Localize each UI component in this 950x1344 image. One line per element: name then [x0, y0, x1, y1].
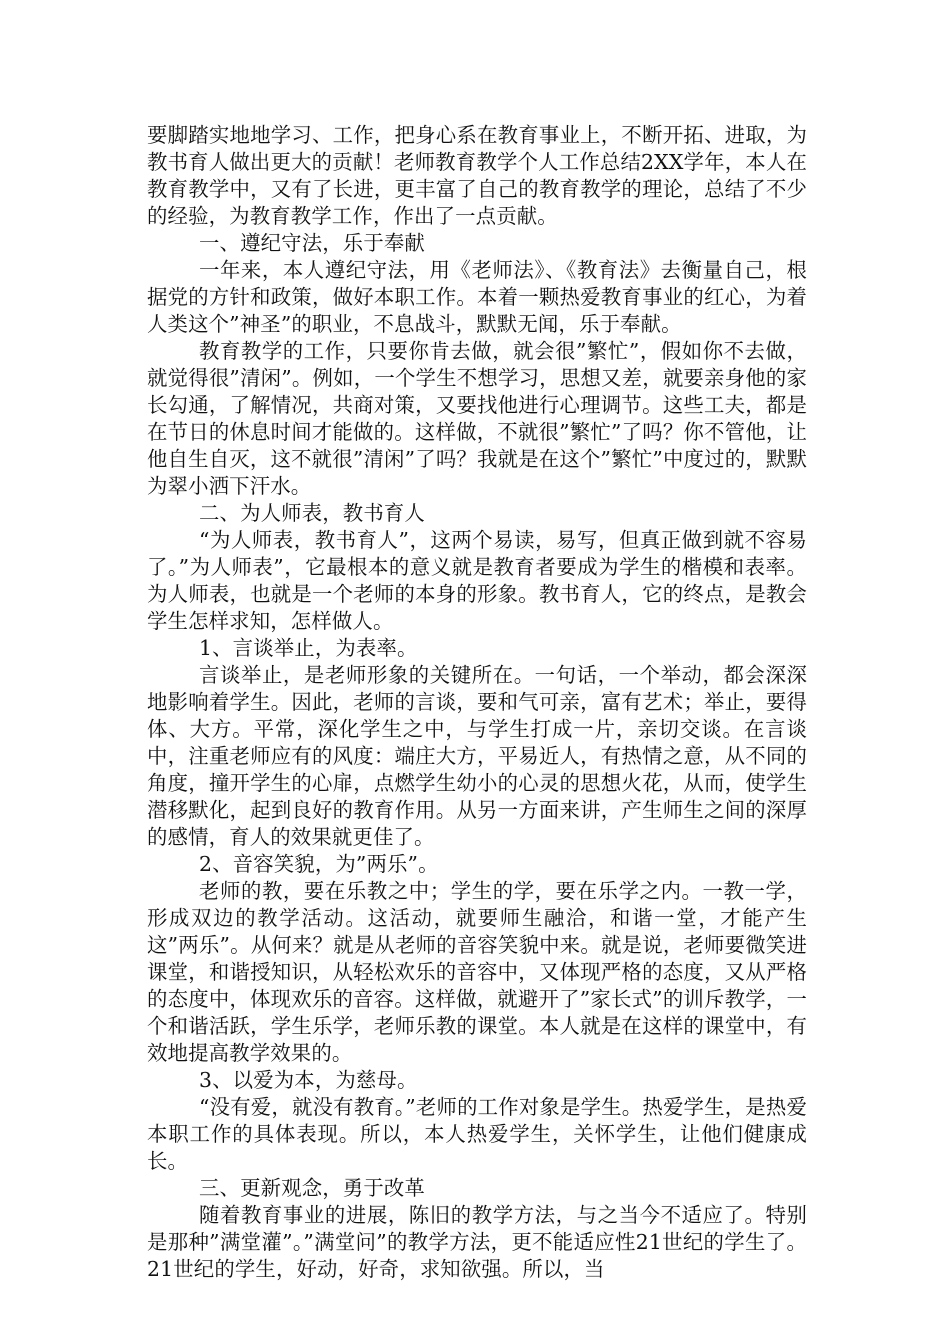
- paragraph: 教育教学的工作，只要你肯去做，就会很”繁忙”，假如你不去做，就觉得很”清闲”。例如，一个学生不想学习，思想又差，就要亲身他的家长勾通，了解情况，共商对策，又要找他进行心理调节。这些工夫，都是在节日的休息时间才能做的。这样做，不就很”繁忙”了吗？你不管他，让他自生自灭，这不就很”清闲”了吗？我就是在这个”繁忙”中度过的，默默为翠小洒下汗水。: [147, 339, 807, 498]
- document-body: [147, 122, 807, 1283]
- subheading-2: 2、音容笑貌，为”两乐”。: [199, 852, 439, 876]
- paragraph: 随着教育事业的进展，陈旧的教学方法，与之当今不适应了。特别是那种”满堂灌”。”满堂问”的教学方法，更不能适应性21世纪的学生了。21世纪的学生，好动，好奇，求知欲强。所以，当: [147, 1203, 807, 1281]
- subheading-1: 1、言谈举止，为表率。: [199, 636, 418, 660]
- paragraph: 言谈举止，是老师形象的关键所在。一句话，一个举动，都会深深地影响着学生。因此，老师的言谈，要和气可亲，富有艺术；举止，要得体、大方。平常，深化学生之中，与学生打成一片，亲切交谈。在言谈中，注重老师应有的风度：端庄大方，平易近人，有热情之意，从不同的角度，撞开学生的心扉，点燃学生幼小的心灵的思想火花，从而，使学生潜移默化，起到良好的教育作用。从另一方面来讲，产生师生之间的深厚的感情，育人的效果就更佳了。: [147, 663, 807, 849]
- paragraph: “没有爱，就没有教育。”老师的工作对象是学生。热爱学生，是热爱本职工作的具体表现。所以，本人热爱学生，关怀学生，让他们健康成长。: [147, 1095, 807, 1173]
- section-heading-1: 一、遵纪守法，乐于奉献: [199, 231, 425, 255]
- paragraph: 老师的教，要在乐教之中；学生的学，要在乐学之内。一教一学，形成双边的教学活动。这活动，就要师生融洽，和谐一堂，才能产生这”两乐”。从何来？就是从老师的音容笑貌中来。就是说，老师要微笑进课堂，和谐授知识，从轻松欢乐的音容中，又体现严格的态度，又从严格的态度中，体现欢乐的音容。这样做，就避开了”家长式”的训斥教学，一个和谐活跃，学生乐学，老师乐教的课堂。本人就是在这样的课堂中，有效地提高教学效果的。: [147, 879, 807, 1065]
- paragraph: “为人师表，教书育人”，这两个易读，易写，但真正做到就不容易了。”为人师表”，它最根本的意义就是教育者要成为学生的楷模和表率。为人师表，也就是一个老师的本身的形象。教书育人，它的终点，是教会学生怎样求知，怎样做人。: [147, 528, 807, 633]
- subheading-3: 3、以爱为本，为慈母。: [199, 1068, 418, 1092]
- section-heading-3: 三、更新观念，勇于改革: [199, 1176, 425, 1200]
- paragraph: 一年来，本人遵纪守法，用《老师法》、《教育法》去衡量自己，根据党的方针和政策，做好本职工作。本着一颗热爱教育事业的红心，为着人类这个”神圣”的职业，不息战斗，默默无闻，乐于奉献。: [147, 258, 807, 336]
- section-heading-2: 二、为人师表，教书育人: [199, 501, 425, 525]
- paragraph-intro: 要脚踏实地地学习、工作，把身心系在教育事业上，不断开拓、进取，为教书育人做出更大的贡献！老师教育教学个人工作总结2XX学年，本人在教育教学中，又有了长进，更丰富了自己的教育教学的理论，总结了不少的经验，为教育教学工作，作出了一点贡献。: [147, 123, 807, 228]
